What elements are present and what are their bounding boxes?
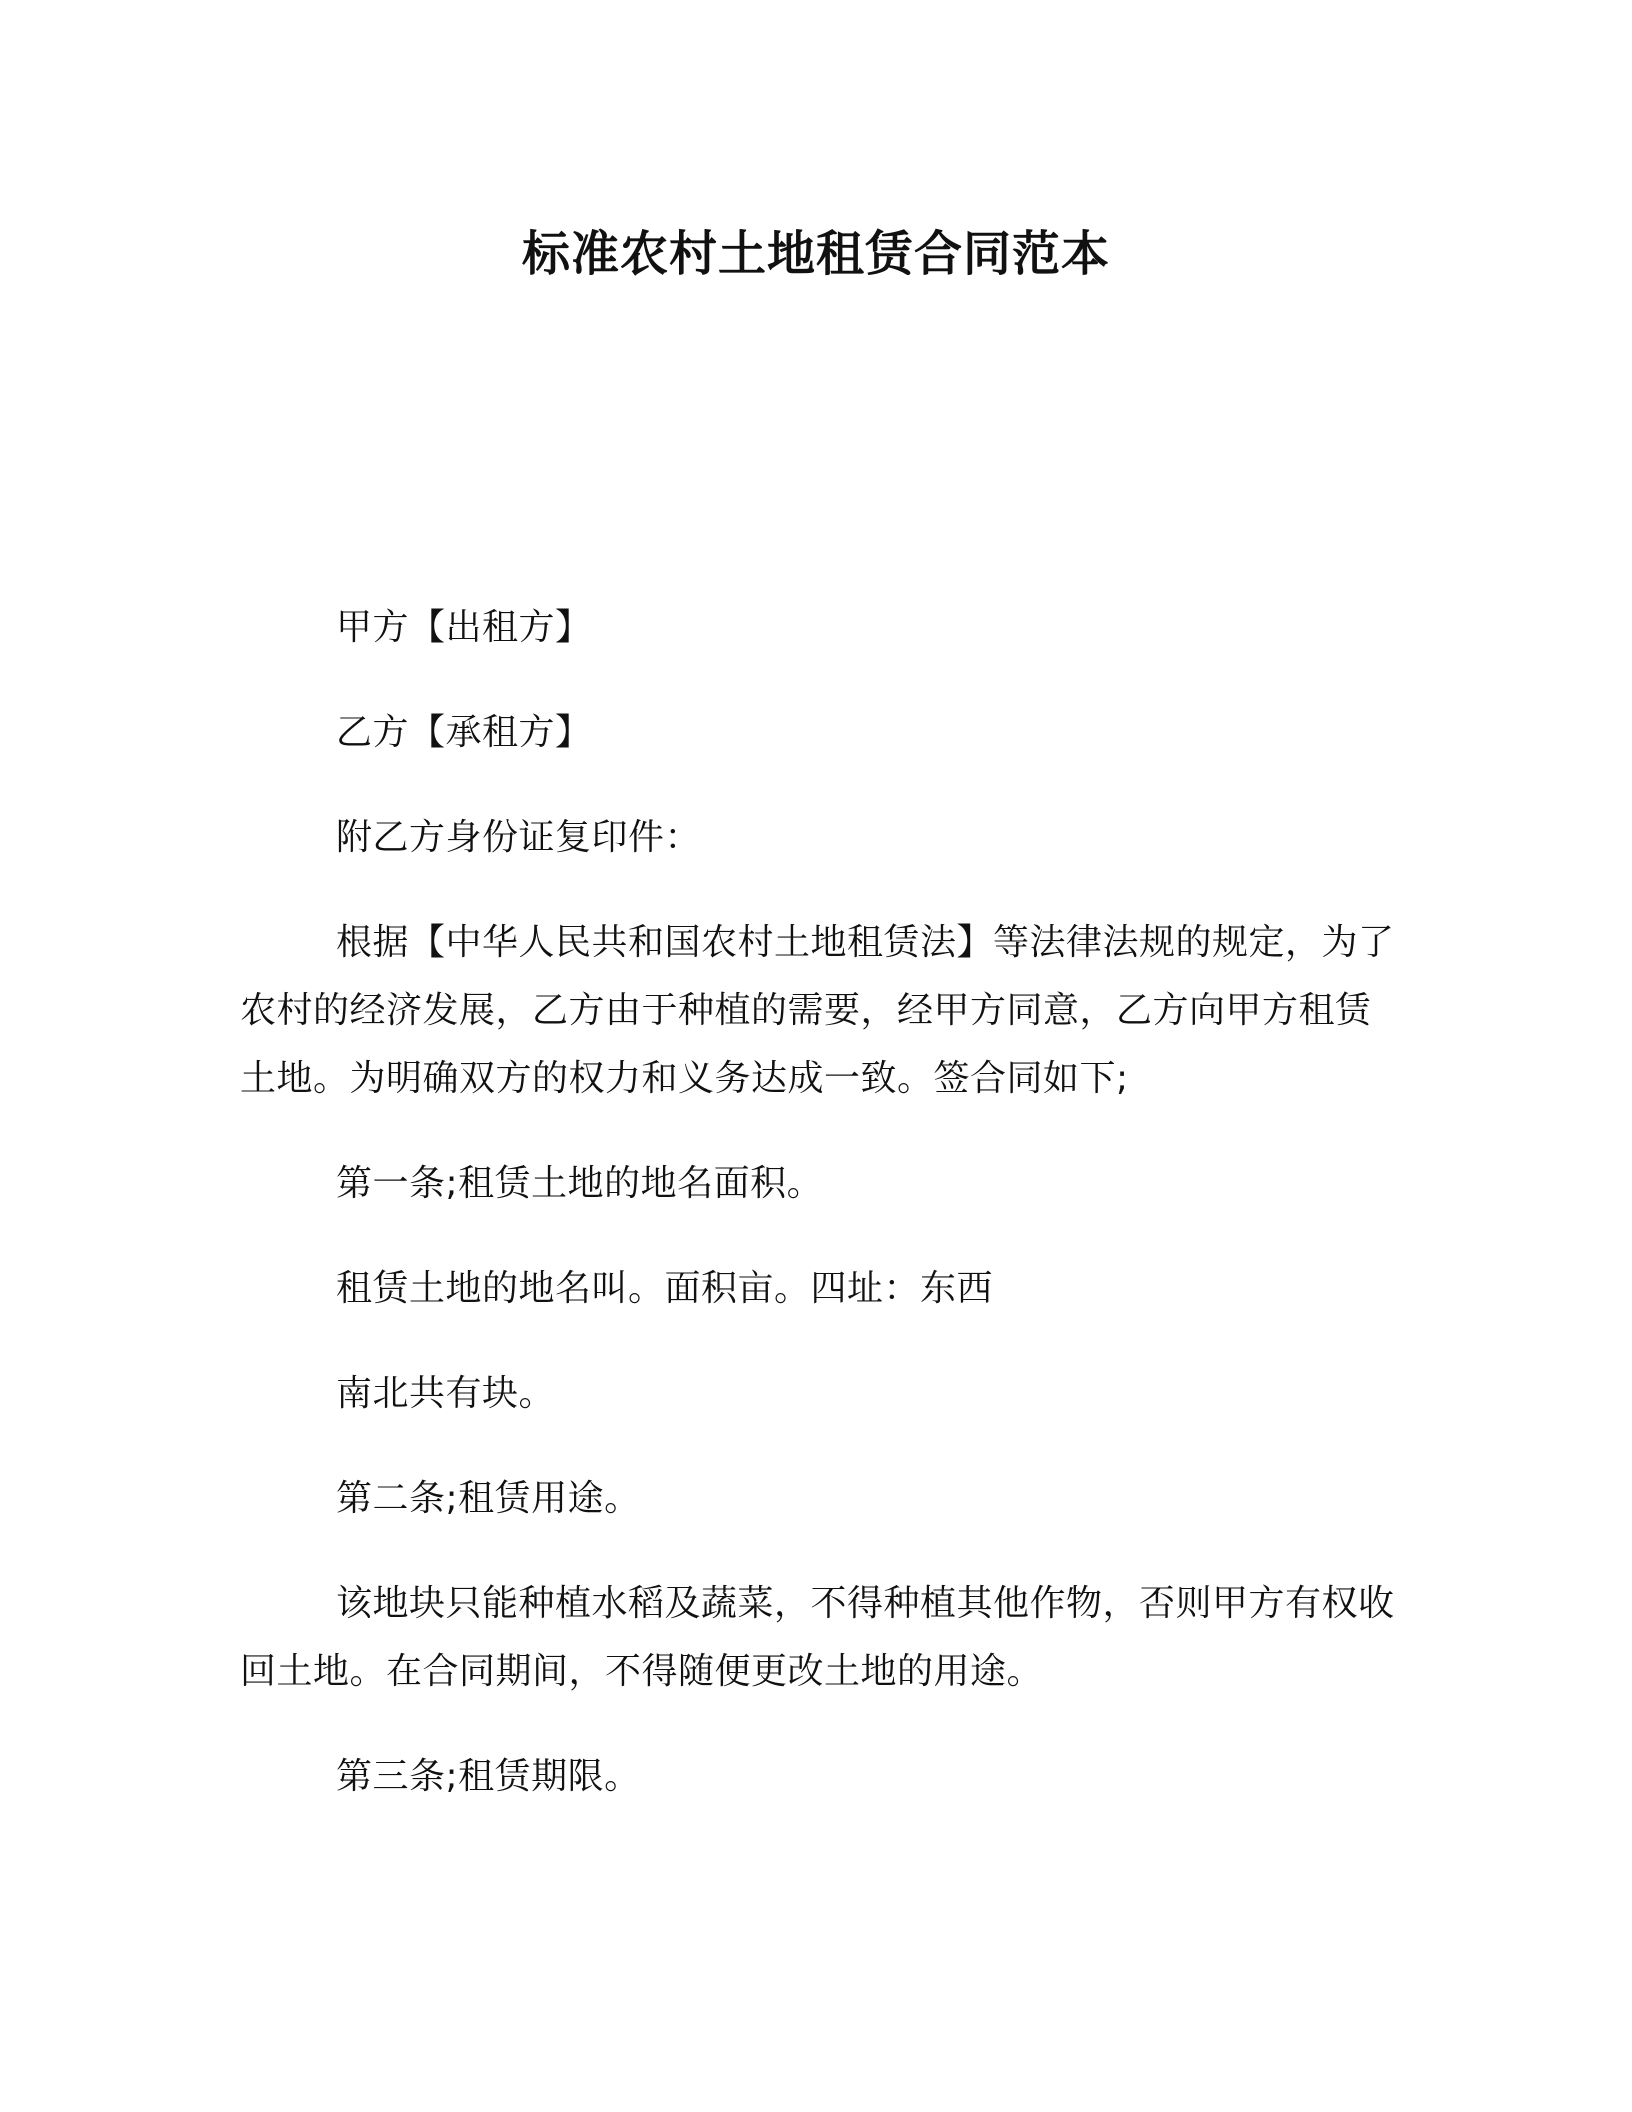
preamble-paragraph: 根据【中华人民共和国农村土地租赁法】等法律法规的规定，为了农村的经济发展，乙方由于种植的需要，经甲方同意，乙方向甲方租赁土地。为明确双方的权力和义务达成一致。签合同如下;	[240, 922, 1395, 1099]
document-body	[240, 594, 1396, 1848]
id-copy-attachment-line: 附乙方身份证复印件：	[336, 817, 702, 858]
party-a-line: 甲方【出租方】	[336, 607, 592, 648]
article-1-land-count: 南北共有块。	[336, 1373, 556, 1414]
party-b-line: 乙方【承租方】	[336, 712, 592, 753]
article-2-usage-paragraph: 该地块只能种植水稻及蔬菜，不得种植其他作物，否则甲方有权收回土地。在合同期间，不得随便更改土地的用途。	[240, 1583, 1395, 1692]
document-title: 标准农村土地租赁合同范本	[521, 226, 1110, 282]
article-1-heading: 第一条;租赁土地的地名面积。	[336, 1163, 824, 1204]
article-1-land-location: 租赁土地的地名叫。面积亩。四址：东西	[336, 1268, 994, 1309]
article-3-heading: 第三条;租赁期限。	[336, 1756, 641, 1797]
article-2-heading: 第二条;租赁用途。	[336, 1478, 641, 1519]
